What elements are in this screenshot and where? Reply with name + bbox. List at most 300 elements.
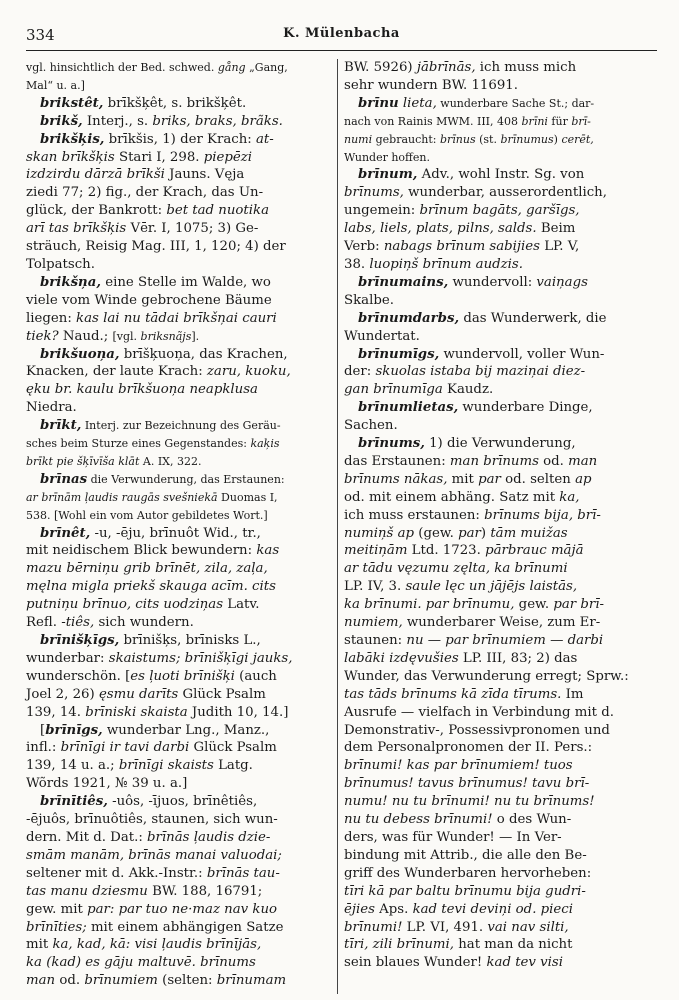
- small-example-text: kaķis: [250, 437, 280, 451]
- text-line: [344, 883, 656, 901]
- definition-text: od.: [538, 453, 569, 469]
- definition-text: Skalbe.: [344, 292, 394, 308]
- example-text: labs, liels, plats, pilns, salds.: [344, 221, 537, 237]
- definition-text: Aps.: [374, 901, 413, 917]
- headword: brīnīgs,: [45, 722, 103, 738]
- text-line: [26, 59, 330, 77]
- small-example-text: brīnumus: [500, 132, 554, 146]
- text-line: [344, 310, 656, 328]
- example-text: brīnum bagāts, garšīgs,: [419, 203, 580, 219]
- example-text: numiem,: [344, 615, 403, 631]
- headword: brikšņa,: [40, 274, 101, 290]
- text-line: [26, 686, 330, 704]
- text-line: [26, 614, 330, 632]
- definition-text: Beim: [536, 221, 576, 237]
- text-line: [344, 614, 656, 632]
- definition-text: -u, -ēju, brīnuôt Wid., tr.,: [90, 525, 261, 541]
- definition-text: mit: [447, 471, 479, 487]
- text-line: [26, 650, 330, 668]
- headword: brikšķis,: [40, 131, 105, 147]
- example-text: es ļuoti brīnišķi: [130, 668, 235, 684]
- text-line: [26, 292, 330, 310]
- headword: brīnêt,: [40, 525, 91, 541]
- text-line: [26, 829, 330, 847]
- small-example-text: brīni: [521, 114, 548, 128]
- text-line: [26, 596, 330, 614]
- definition-text: o des Wun-: [492, 812, 572, 828]
- example-text: vaiņags: [536, 274, 588, 290]
- headword: brīnumīgs,: [358, 346, 440, 362]
- definition-text: wunderbar, ausserordentlich,: [403, 185, 607, 201]
- definition-text: Interj., s.: [82, 113, 153, 129]
- text-line: [344, 865, 656, 883]
- definition-text: brīkšķêt, s. brikšķêt.: [103, 95, 247, 111]
- text-line: [344, 489, 656, 507]
- definition-text: Verb:: [344, 239, 384, 255]
- text-line: [344, 847, 656, 865]
- definition-text: od. selten: [500, 471, 576, 487]
- small-text: Wunder hoffen.: [344, 150, 430, 164]
- definition-text: -ējuôs, brīnuôtiês, staunen, sich wun-: [26, 812, 278, 828]
- example-text: ap: [575, 471, 592, 487]
- page-number: 334: [26, 26, 55, 44]
- headword: brīnītiês,: [40, 794, 108, 810]
- text-line: [26, 471, 330, 489]
- example-text: numiņš ap: [344, 525, 415, 541]
- small-text: Interj. zur Bezeichnung des Geräu-: [81, 419, 281, 433]
- definition-text: Niedra.: [26, 400, 77, 416]
- definition-text: das Erstaunen:: [344, 453, 450, 469]
- example-text: brīnumiem: [84, 973, 158, 989]
- text-line: [344, 775, 656, 793]
- example-text: kad tev visi: [486, 955, 563, 971]
- definition-text: wunderbar:: [26, 650, 109, 666]
- example-text: pārbrauc mājā: [485, 543, 584, 559]
- text-line: [344, 77, 656, 95]
- definition-text: od. mit einem abhäng. Satz mit: [344, 489, 560, 505]
- running-head: K. Mülenbacha: [283, 26, 400, 41]
- definition-text: dem Personalpronomen der II. Pers.:: [344, 740, 593, 756]
- text-line: [344, 811, 656, 829]
- definition-text: LP. IV, 3.: [344, 579, 406, 595]
- text-line: [344, 578, 656, 596]
- definition-text: wundervoll:: [448, 274, 537, 290]
- small-text: wunderbare Sache St.; dar-: [436, 96, 595, 110]
- text-line: [26, 775, 330, 793]
- definition-text: (auch: [234, 668, 277, 684]
- definition-text: brīkšis, 1) der Krach:: [104, 131, 256, 147]
- example-text: zaru, kuoku,: [206, 364, 291, 380]
- example-text: gan brīnumīga: [344, 382, 443, 398]
- small-text: Duomas I,: [217, 490, 278, 504]
- definition-text: -uôs, -ījuos, brīnêtiês,: [107, 794, 258, 810]
- small-example-text: cerēt,: [561, 132, 594, 146]
- headword: brikšuoņa,: [40, 346, 120, 362]
- small-example-text: ar brīnām ļaudis raugās svešniekā: [26, 490, 218, 504]
- definition-text: (selten:: [157, 973, 217, 989]
- small-text: „Gang,: [245, 61, 288, 74]
- small-text: 538. [Wohl ein vom Autor gebildetes Wort.]: [26, 508, 268, 522]
- text-line: [344, 650, 656, 668]
- definition-text: wunderbar Lng., Manz.,: [102, 722, 270, 738]
- text-line: [344, 220, 656, 238]
- left-column: [26, 59, 330, 990]
- text-line: [344, 238, 656, 256]
- example-text: saule lęc un jājējs laistās,: [405, 579, 578, 595]
- definition-text: sein blaues Wunder!: [344, 955, 487, 971]
- definition-text: Wõrds 1921, № 39 u. a.]: [26, 776, 188, 792]
- text-line: [26, 883, 330, 901]
- text-line: [26, 381, 330, 399]
- definition-text: mit: [26, 937, 53, 953]
- headword: brīnumains,: [358, 274, 449, 290]
- example-text: at-: [255, 131, 274, 147]
- definition-text: 1) die Verwunderung,: [424, 436, 576, 452]
- example-text: vai nav silti,: [487, 919, 569, 935]
- text-line: [344, 829, 656, 847]
- definition-text: das Wunderwerk, die: [459, 310, 607, 326]
- example-text: brīnās tau-: [206, 865, 280, 881]
- text-line: [344, 166, 656, 184]
- text-line: [344, 560, 656, 578]
- example-text: kas: [256, 543, 280, 559]
- definition-text: 139, 14.: [26, 704, 86, 720]
- definition-text: viele vom Winde gebrochene Bäume: [26, 292, 272, 308]
- text-line: [344, 471, 656, 489]
- definition-text: Glück Psalm: [178, 686, 266, 702]
- example-text: numu! nu tu brīnumi! nu tu brīnums!: [344, 794, 595, 810]
- text-line: [26, 435, 330, 453]
- example-text: jābrīnās,: [416, 60, 476, 75]
- text-line: [344, 131, 656, 149]
- text-line: [26, 793, 330, 811]
- definition-text: ich muss mich: [475, 60, 577, 75]
- headword: brīnumlietas,: [358, 400, 459, 416]
- text-line: [344, 381, 656, 399]
- text-line: [344, 453, 656, 471]
- definition-text: Naud.;: [58, 328, 113, 344]
- text-line: [344, 542, 656, 560]
- example-text: nu tu debess brīnumi!: [344, 812, 493, 828]
- text-line: [26, 865, 330, 883]
- example-text: izdzirdu dārzā brīkši: [26, 167, 165, 183]
- example-text: mazu bērniņu grib brīnēt, zila, zaļa,: [26, 561, 268, 577]
- example-text: briks, braks, brãks.: [152, 113, 283, 129]
- definition-text: Latg.: [213, 758, 253, 774]
- example-text: brīnās ļaudis dzie-: [147, 829, 271, 845]
- text-line: [26, 149, 330, 167]
- small-example-text: briksnãjs: [140, 329, 192, 343]
- example-text: luopiņš brīnum audzis.: [369, 256, 523, 272]
- headword: brīnu: [358, 95, 399, 111]
- example-text: ka brīnumi. par brīnumu,: [344, 597, 515, 613]
- definition-text: sich wundern.: [94, 615, 194, 631]
- example-text: par: par tuo ne·maz nav kuo: [87, 901, 278, 917]
- example-text: tīri, zili brīnumi,: [344, 937, 454, 953]
- small-example-text: brī-: [571, 114, 591, 128]
- definition-text: Ltd. 1723.: [407, 543, 486, 559]
- example-text: brīnums nākas,: [344, 471, 448, 487]
- text-line: [344, 363, 656, 381]
- definition-text: wunderbare Dinge,: [458, 400, 593, 416]
- text-line: [344, 632, 656, 650]
- text-line: [344, 901, 656, 919]
- text-line: [344, 525, 656, 543]
- example-text: ar tādu vęzumu zęlta, ka brīnumi: [344, 561, 568, 577]
- text-line: [344, 919, 656, 937]
- example-text: brīnumi! kas par brīnumiem! tuos: [344, 758, 573, 774]
- page-header: [26, 22, 657, 51]
- text-line: [26, 131, 330, 149]
- text-line: [344, 757, 656, 775]
- small-text: Mal“ u. a.]: [26, 78, 85, 92]
- example-text: skan brīkšķis: [26, 149, 115, 165]
- definition-text: Jauns. Vęja: [164, 167, 245, 183]
- definition-text: Latv.: [223, 597, 260, 613]
- definition-text: ziedi 77; 2) fig., der Krach, das Un-: [26, 185, 264, 201]
- definition-text: Demonstrativ-, Possessivpronomen und: [344, 722, 610, 738]
- definition-text: glück, der Bankrott:: [26, 203, 167, 219]
- text-line: [26, 525, 330, 543]
- text-line: [344, 954, 656, 972]
- headword: brīnumdarbs,: [358, 310, 460, 326]
- definition-text: ich muss erstaunen:: [344, 507, 485, 523]
- example-text: smām manām, brīnās manai valuodai;: [26, 847, 282, 863]
- text-line: [344, 292, 656, 310]
- definition-text: LP. V,: [540, 239, 580, 255]
- text-line: [26, 739, 330, 757]
- definition-text: Wunder, das Verwunderung erregt; Sprw.:: [344, 668, 629, 684]
- text-line: [344, 274, 656, 292]
- example-text: par brī-: [553, 597, 604, 613]
- text-line: [26, 757, 330, 775]
- definition-text: seltener mit d. Akk.-Instr.:: [26, 865, 207, 881]
- column-divider: [337, 59, 338, 994]
- definition-text: bindung mit Attrib., die alle den Be-: [344, 847, 587, 863]
- text-line: [344, 399, 656, 417]
- text-columns: [26, 59, 657, 999]
- example-text: tām muižas: [490, 525, 568, 541]
- text-line: [26, 453, 330, 471]
- definition-text: brīšķuoņa, das Krachen,: [119, 346, 288, 362]
- definition-text: gew.: [514, 597, 554, 613]
- small-text: ].: [191, 329, 200, 343]
- text-line: [26, 310, 330, 328]
- right-column: [344, 59, 656, 972]
- text-line: [26, 489, 330, 507]
- small-text: [vgl.: [112, 329, 141, 343]
- headword: brikstêt,: [40, 95, 104, 111]
- small-example-text: gång: [217, 61, 246, 74]
- example-text: lieta,: [398, 95, 437, 111]
- text-line: [26, 972, 330, 990]
- text-line: [26, 184, 330, 202]
- text-line: [26, 166, 330, 184]
- example-text: brīnums,: [344, 185, 404, 201]
- small-text: sches beim Sturze eines Gegenstandes:: [26, 437, 251, 451]
- text-line: [344, 686, 656, 704]
- definition-text: Kaudz.: [442, 382, 494, 398]
- text-line: [26, 95, 330, 113]
- definition-text: gew. mit: [26, 901, 88, 917]
- text-line: [26, 668, 330, 686]
- example-text: putniņu brīnuo, cits uodziņas: [26, 597, 224, 613]
- example-text: par: [458, 525, 481, 541]
- definition-text: ): [480, 525, 491, 541]
- example-text: ka, kad, kā: visi ļaudis brīnījās,: [52, 937, 262, 953]
- definition-text: wundervoll, voller Wun-: [439, 346, 605, 362]
- definition-text: Ausrufe — vielfach in Verbindung mit d.: [344, 704, 614, 720]
- text-line: [344, 704, 656, 722]
- headword: brīkt,: [40, 418, 82, 434]
- definition-text: liegen:: [26, 310, 77, 326]
- text-line: [26, 560, 330, 578]
- example-text: bet tad nuotika: [166, 203, 270, 219]
- text-line: [344, 328, 656, 346]
- example-text: męlna migla priekš skauga acīm. cits: [26, 579, 276, 595]
- headword: brīnums,: [358, 436, 425, 452]
- headword: brīnum,: [358, 167, 418, 183]
- definition-text: eine Stelle im Walde, wo: [100, 274, 271, 290]
- example-text: man: [568, 453, 598, 469]
- text-line: [26, 722, 330, 740]
- definition-text: (gew.: [414, 525, 459, 541]
- definition-text: 139, 14 u. a.;: [26, 758, 119, 774]
- text-line: [26, 542, 330, 560]
- text-line: [26, 256, 330, 274]
- small-example-text: brīnus: [439, 132, 476, 146]
- definition-text: Im: [561, 686, 584, 702]
- definition-text: Vēr. I, 1075; 3) Ge-: [126, 221, 259, 237]
- text-line: [26, 346, 330, 364]
- definition-text: ders, was für Wunder! — In Ver-: [344, 829, 562, 845]
- example-text: labāki izdęvušies: [344, 650, 459, 666]
- text-line: [344, 435, 656, 453]
- example-text: ējies: [344, 901, 375, 917]
- headword: brikš,: [40, 113, 83, 129]
- text-line: [26, 113, 330, 131]
- definition-text: mit einem abhängigen Satze: [86, 919, 284, 935]
- definition-text: ungemein:: [344, 203, 420, 219]
- definition-text: mit neidischem Blick bewundern:: [26, 543, 257, 559]
- text-line: [26, 901, 330, 919]
- example-text: brīnīgi skaists: [118, 758, 214, 774]
- text-line: [26, 220, 330, 238]
- example-text: brīnīties;: [26, 919, 87, 935]
- small-text: für: [547, 114, 572, 128]
- definition-text: 38.: [344, 256, 370, 272]
- text-line: [26, 919, 330, 937]
- text-line: [26, 328, 330, 346]
- example-text: ka,: [559, 489, 580, 505]
- example-text: brīnumi!: [344, 919, 403, 935]
- example-text: skuolas istaba bij maziņai diez-: [375, 364, 586, 380]
- text-line: [26, 578, 330, 596]
- text-line: [344, 417, 656, 435]
- definition-text: LP. VI, 491.: [402, 919, 488, 935]
- definition-text: [: [40, 722, 46, 738]
- text-line: [344, 739, 656, 757]
- text-line: [344, 184, 656, 202]
- example-text: kad tevi deviņi od. pieci: [412, 901, 573, 917]
- text-line: [344, 668, 656, 686]
- headword: brīnas: [40, 471, 88, 487]
- text-line: [344, 256, 656, 274]
- example-text: tas manu dziesmu: [26, 883, 148, 899]
- example-text: tas tāds brīnums kā zīda tīrums.: [344, 686, 562, 702]
- definition-text: wunderbarer Weise, zum Er-: [402, 615, 601, 631]
- example-text: nabags brīnum sabijies: [383, 239, 540, 255]
- example-text: nu — par brīnumiem — darbi: [406, 633, 604, 648]
- definition-text: Judith 10, 14.]: [187, 704, 289, 720]
- definition-text: staunen:: [344, 633, 407, 648]
- example-text: man brīnums: [449, 453, 539, 469]
- text-line: [344, 149, 656, 167]
- definition-text: Glück Psalm: [189, 740, 277, 756]
- example-text: brīnums bija, brī-: [484, 507, 601, 523]
- example-text: arī tas brīkšķis: [26, 221, 127, 237]
- text-line: [26, 77, 330, 95]
- text-line: [26, 399, 330, 417]
- text-line: [344, 936, 656, 954]
- definition-text: Joel 2, 26): [26, 686, 99, 702]
- example-text: par: [478, 471, 501, 487]
- text-line: [344, 113, 656, 131]
- example-text: ęsmu darīts: [98, 686, 179, 702]
- text-line: [26, 507, 330, 525]
- text-line: [26, 704, 330, 722]
- definition-text: der:: [344, 364, 376, 380]
- definition-text: sehr wundern BW. 11691.: [344, 77, 518, 93]
- small-text: vgl. hinsichtlich der Bed. schwed.: [26, 61, 218, 74]
- definition-text: Adv., wohl Instr. Sg. von: [417, 167, 585, 183]
- text-line: [26, 936, 330, 954]
- text-line: [26, 847, 330, 865]
- example-text: brīniski skaista: [85, 704, 188, 720]
- text-line: [344, 59, 656, 77]
- definition-text: infl.:: [26, 740, 61, 756]
- definition-text: Sachen.: [344, 418, 398, 434]
- definition-text: hat man da nicht: [454, 937, 573, 953]
- small-text: ): [553, 132, 562, 146]
- example-text: ęku br. kaulu brīkšuoņa neapklusa: [26, 382, 258, 398]
- definition-text: dern. Mit d. Dat.:: [26, 829, 148, 845]
- definition-text: griff des Wunderbaren hervorheben:: [344, 865, 592, 881]
- text-line: [344, 202, 656, 220]
- example-text: ka (kad) es gāju maltuvē. brīnums: [26, 955, 256, 971]
- definition-text: Tolpatsch.: [26, 256, 95, 272]
- definition-text: Wundertat.: [344, 328, 420, 344]
- definition-text: wunderschön. [: [26, 668, 131, 684]
- text-line: [26, 417, 330, 435]
- example-text: kas lai nu tādai brīkšņai cauri: [76, 310, 277, 326]
- text-line: [26, 274, 330, 292]
- text-line: [344, 346, 656, 364]
- definition-text: brīnišķs, brīnisks L.,: [119, 633, 261, 648]
- definition-text: LP. III, 83; 2) das: [458, 650, 578, 666]
- small-text: (st.: [475, 132, 501, 146]
- small-text: die Verwunderung, das Erstaunen:: [87, 472, 285, 486]
- example-text: meitiņām: [344, 543, 408, 559]
- text-line: [26, 632, 330, 650]
- example-text: -tiês,: [61, 615, 95, 631]
- headword: brīnišķīgs,: [40, 633, 120, 648]
- definition-text: Refl.: [26, 615, 62, 631]
- small-text: gebraucht:: [372, 132, 440, 146]
- example-text: brīnumus! tavus brīnumus! tavu brī-: [344, 776, 590, 792]
- small-text: nach von Rainis MWM. III, 408: [344, 114, 522, 128]
- text-line: [344, 793, 656, 811]
